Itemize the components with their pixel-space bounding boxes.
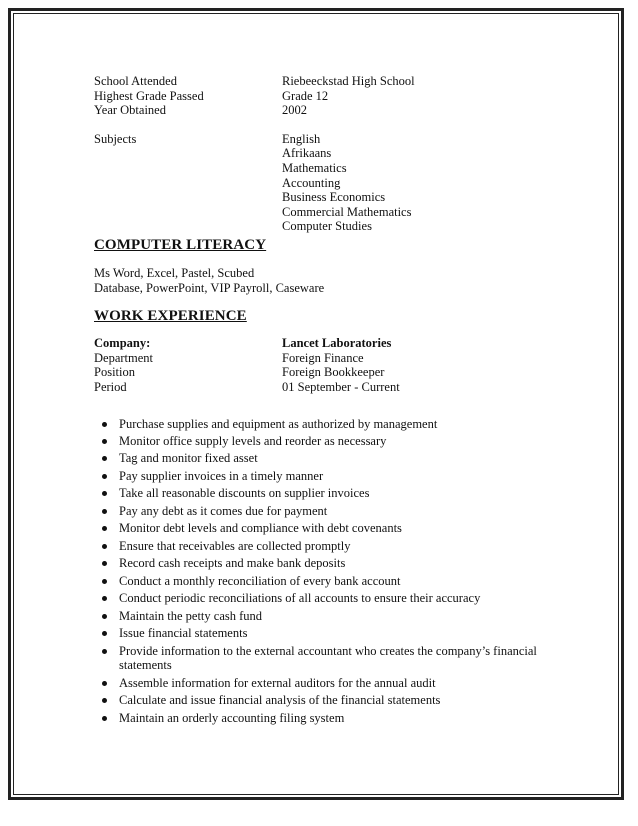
computer-literacy-section (94, 236, 564, 295)
subject-item: Commercial Mathematics (282, 204, 412, 219)
bullet-icon (102, 456, 107, 461)
duty-text: Pay supplier invoices in a timely manner (119, 468, 324, 483)
duty-item (94, 626, 564, 641)
duty-item (94, 556, 564, 571)
bullet-icon (102, 631, 107, 636)
duty-item (94, 591, 564, 606)
duty-text: Provide information to the external accountant who creates the company’s financial statements (119, 643, 537, 673)
bullet-icon (102, 579, 107, 584)
bullet-icon (102, 716, 107, 721)
year-value: 2002 (282, 103, 307, 118)
bullet-icon (102, 649, 107, 654)
subject-item: Business Economics (282, 190, 386, 205)
duty-item (94, 711, 564, 726)
grade-value: Grade 12 (282, 88, 329, 103)
education-section (94, 74, 564, 234)
bullet-icon (102, 614, 107, 619)
work-experience-heading: WORK EXPERIENCE (94, 308, 247, 325)
duty-item (94, 609, 564, 624)
duty-text: Conduct periodic reconciliations of all accounts to ensure their accuracy (119, 591, 481, 606)
duty-text: Issue financial statements (119, 626, 248, 641)
position-value: Foreign Bookkeeper (282, 365, 385, 380)
duty-item (94, 434, 564, 449)
computer-literacy-line: Ms Word, Excel, Pastel, Scubed (94, 265, 255, 280)
school-row (94, 74, 564, 89)
duty-text: Take all reasonable discounts on supplier invoices (119, 486, 370, 501)
duty-text: Purchase supplies and equipment as authorized by management (119, 416, 438, 431)
duty-text: Maintain an orderly accounting filing system (119, 710, 345, 725)
work-experience-section (94, 307, 564, 725)
company-value: Lancet Laboratories (282, 336, 392, 351)
duty-text: Maintain the petty cash fund (119, 608, 263, 623)
subjects-label: Subjects (94, 131, 137, 146)
year-row (94, 103, 564, 118)
duty-item (94, 451, 564, 466)
department-value: Foreign Finance (282, 350, 364, 365)
duty-item (94, 486, 564, 501)
duty-item (94, 521, 564, 536)
duty-item (94, 539, 564, 554)
subject-item: English (282, 131, 321, 146)
bullet-icon (102, 491, 107, 496)
subject-item: Accounting (282, 175, 341, 190)
duty-text: Monitor debt levels and compliance with debt covenants (119, 521, 402, 536)
bullet-icon (102, 544, 107, 549)
duty-text: Assemble information for external auditors for the annual audit (119, 675, 436, 690)
subjects-list (282, 132, 564, 234)
duty-item (94, 504, 564, 519)
bullet-icon (102, 422, 107, 427)
school-value: Riebeeckstad High School (282, 74, 415, 88)
computer-literacy-heading: COMPUTER LITERACY (94, 236, 267, 253)
bullet-icon (102, 681, 107, 686)
duty-text: Calculate and issue financial analysis of the financial statements (119, 693, 441, 708)
duty-item (94, 676, 564, 691)
duty-item (94, 574, 564, 589)
position-label: Position (94, 365, 135, 380)
bullet-icon (102, 596, 107, 601)
bullet-icon (102, 509, 107, 514)
position-row (94, 365, 564, 380)
subject-item: Mathematics (282, 160, 347, 175)
department-row (94, 351, 564, 366)
subjects-row (94, 132, 564, 234)
period-label: Period (94, 379, 127, 394)
school-label: School Attended (94, 74, 177, 88)
duty-item (94, 417, 564, 432)
duty-text: Pay any debt as it comes due for payment (119, 503, 328, 518)
duty-item (94, 693, 564, 708)
bullet-icon (102, 561, 107, 566)
duty-text: Tag and monitor fixed asset (119, 451, 258, 466)
bullet-icon (102, 698, 107, 703)
department-label: Department (94, 350, 154, 365)
bullet-icon (102, 439, 107, 444)
company-label: Company: (94, 336, 151, 351)
period-value: 01 September - Current (282, 379, 400, 394)
company-row (94, 336, 564, 351)
duty-text: Conduct a monthly reconciliation of every bank account (119, 573, 401, 588)
subject-item: Computer Studies (282, 219, 372, 234)
bullet-icon (102, 526, 107, 531)
subject-item: Afrikaans (282, 146, 332, 161)
period-row (94, 380, 564, 395)
duty-text: Monitor office supply levels and reorder as necessary (119, 433, 387, 448)
duty-text: Ensure that receivables are collected promptly (119, 538, 351, 553)
duty-text: Record cash receipts and make bank deposits (119, 556, 346, 571)
resume-page (94, 74, 564, 728)
year-label: Year Obtained (94, 103, 166, 118)
grade-row (94, 89, 564, 104)
grade-label: Highest Grade Passed (94, 88, 204, 103)
duties-list (94, 417, 564, 726)
duty-item (94, 469, 564, 484)
computer-literacy-line: Database, PowerPoint, VIP Payroll, Caseware (94, 280, 325, 295)
duty-item (94, 644, 564, 673)
bullet-icon (102, 474, 107, 479)
